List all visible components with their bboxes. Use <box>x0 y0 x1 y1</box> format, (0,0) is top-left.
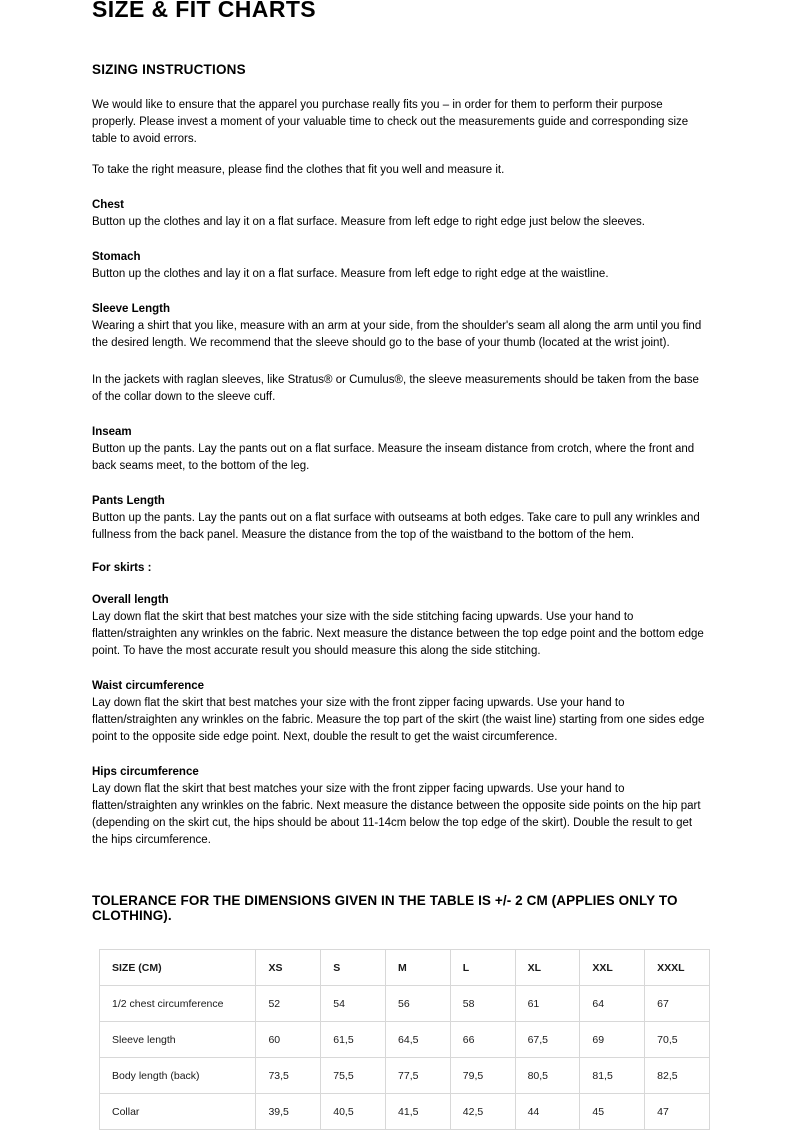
cell-value: 52 <box>256 986 321 1022</box>
cell-value: 61,5 <box>321 1022 386 1058</box>
measurement-description: Lay down flat the skirt that best matches your size with the side stitching facing upwards. Use your hand to flatten/straighten any wrinkles on the fabric. Next measure the distance between the top edge point and the bottom edge point. To have the most accurate result you should measure this along the side stitching. <box>92 611 704 657</box>
intro-paragraph-2: To take the right measure, please find the clothes that fit you well and measure it. <box>92 164 505 176</box>
measurement-waist-circumference <box>92 678 708 746</box>
measurement-term: Overall length <box>92 594 169 606</box>
cell-value: 69 <box>580 1022 645 1058</box>
cell-value: 42,5 <box>450 1094 515 1130</box>
measurement-inseam <box>92 424 708 475</box>
measurement-term: Waist circumference <box>92 680 205 692</box>
measurement-description: Lay down flat the skirt that best matches your size with the front zipper facing upwards. Use your hand to flatten/straighten any wrinkles on the fabric. Measure the top part of the skirt (the waist line) starting from one sides edge point to the opposite side edge point. Next, double the result to get the waist circumference. <box>92 697 705 743</box>
cell-value: 77,5 <box>386 1058 451 1094</box>
size-table-head <box>100 950 710 986</box>
measurement-description: Wearing a shirt that you like, measure with an arm at your side, from the shoulder's seam all along the arm until you find the desired length. We recommend that the sleeve should go to the base of your thumb (located at the wrist joint). <box>92 320 702 349</box>
cell-value: 79,5 <box>450 1058 515 1094</box>
table-row <box>100 1022 710 1058</box>
cell-value: 82,5 <box>645 1058 710 1094</box>
table-row <box>100 1094 710 1130</box>
cell-value: 61 <box>515 986 580 1022</box>
tolerance-heading: TOLERANCE FOR THE DIMENSIONS GIVEN IN THE TABLE IS +/- 2 CM (APPLIES ONLY TO CLOTHING). <box>92 893 678 923</box>
measurement-description: Lay down flat the skirt that best matches your size with the front zipper facing upwards. Use your hand to flatten/straighten any wrinkles on the fabric. Next measure the distance between the opposite side points on the hip part (depending on the skirt cut, the hips should be about 11-14cm below the top edge of the skirt). Double the result to get the hips circumference. <box>92 783 701 846</box>
cell-value: 54 <box>321 986 386 1022</box>
measurement-term: Stomach <box>92 251 141 263</box>
cell-value: 64,5 <box>386 1022 451 1058</box>
cell-value: 66 <box>450 1022 515 1058</box>
intro-paragraph-1: We would like to ensure that the apparel you purchase really fits you – in order for them to perform their purpose properly. Please invest a moment of your valuable time to check out the measurements guide and corresponding size table to avoid errors. <box>92 99 689 145</box>
column-header-l: L <box>450 950 515 986</box>
row-label: 1/2 chest circumference <box>100 986 256 1022</box>
measurement-pants-length <box>92 493 708 544</box>
cell-value: 81,5 <box>580 1058 645 1094</box>
measurement-term: Pants Length <box>92 495 165 507</box>
cell-value: 67,5 <box>515 1022 580 1058</box>
cell-value: 41,5 <box>386 1094 451 1130</box>
measurement-term: Sleeve Length <box>92 303 170 315</box>
measurement-hips-circumference <box>92 764 708 849</box>
cell-value: 73,5 <box>256 1058 321 1094</box>
cell-value: 58 <box>450 986 515 1022</box>
measurement-description: Button up the clothes and lay it on a flat surface. Measure from left edge to right edge just below the sleeves. <box>92 216 645 228</box>
cell-value: 60 <box>256 1022 321 1058</box>
table-row <box>100 986 710 1022</box>
cell-value: 56 <box>386 986 451 1022</box>
page-title: SIZE & FIT CHARTS <box>92 0 317 22</box>
measurement-overall-length <box>92 592 708 660</box>
bottom-spacer <box>92 1130 708 1148</box>
for-skirts-label: For skirts : <box>92 562 152 574</box>
row-label: Sleeve length <box>100 1022 256 1058</box>
cell-value: 80,5 <box>515 1058 580 1094</box>
cell-value: 67 <box>645 986 710 1022</box>
measurement-sleeve-length <box>92 301 708 352</box>
column-header-xl: XL <box>515 950 580 986</box>
raglan-sleeve-note: In the jackets with raglan sleeves, like Stratus® or Cumulus®, the sleeve measurements should be taken from the base of the collar down to the sleeve cuff. <box>92 374 699 403</box>
cell-value: 45 <box>580 1094 645 1130</box>
measurement-description: Button up the clothes and lay it on a flat surface. Measure from left edge to right edge at the waistline. <box>92 268 609 280</box>
column-header-m: M <box>386 950 451 986</box>
table-row <box>100 1058 710 1094</box>
measurement-term: Inseam <box>92 426 132 438</box>
cell-value: 75,5 <box>321 1058 386 1094</box>
sizing-instructions-heading: SIZING INSTRUCTIONS <box>92 62 246 77</box>
column-header-s: S <box>321 950 386 986</box>
measurement-chest <box>92 197 708 231</box>
column-header-size: SIZE (CM) <box>100 950 256 986</box>
measurement-stomach <box>92 249 708 283</box>
cell-value: 40,5 <box>321 1094 386 1130</box>
measurement-description: Button up the pants. Lay the pants out on a flat surface. Measure the inseam distance from crotch, where the front and back seams meet, to the bottom of the leg. <box>92 443 695 472</box>
row-label: Collar <box>100 1094 256 1130</box>
size-table-body <box>100 986 710 1130</box>
size-table-wrapper <box>92 949 708 1130</box>
column-header-xxxl: XXXL <box>645 950 710 986</box>
cell-value: 47 <box>645 1094 710 1130</box>
column-header-xs: XS <box>256 950 321 986</box>
cell-value: 44 <box>515 1094 580 1130</box>
cell-value: 64 <box>580 986 645 1022</box>
measurement-term: Hips circumference <box>92 766 199 778</box>
column-header-xxl: XXL <box>580 950 645 986</box>
measurement-description: Button up the pants. Lay the pants out on a flat surface with outseams at both edges. Take care to pull any wrinkles and fullness from the back panel. Measure the distance from the top of the waistband to the bottom of the hem. <box>92 512 700 541</box>
size-table <box>99 949 710 1130</box>
row-label: Body length (back) <box>100 1058 256 1094</box>
measurement-term: Chest <box>92 199 124 211</box>
cell-value: 39,5 <box>256 1094 321 1130</box>
table-header-row <box>100 950 710 986</box>
cell-value: 70,5 <box>645 1022 710 1058</box>
